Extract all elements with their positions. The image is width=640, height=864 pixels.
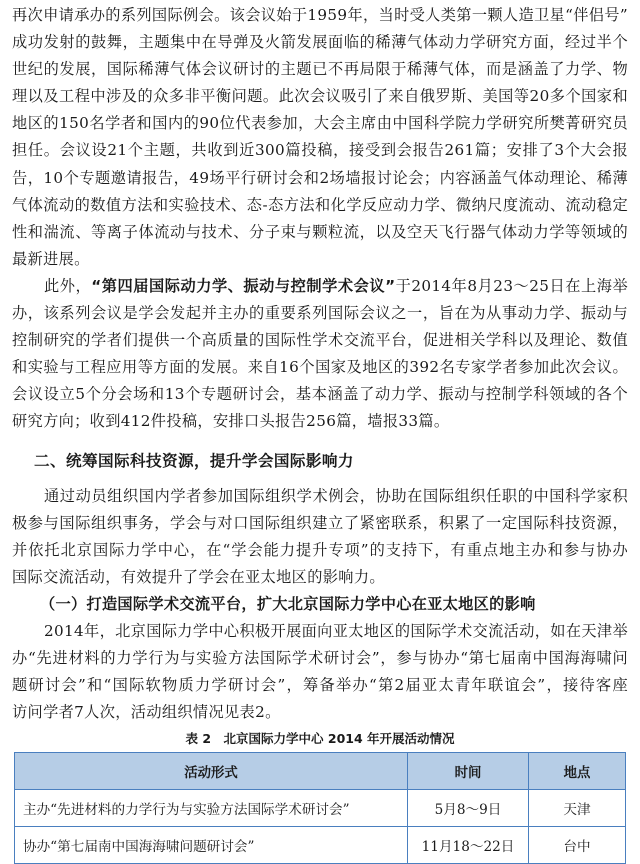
cell-activity: 协办“第七届南中国海海啸问题研讨会” (15, 827, 408, 864)
paragraph-international-resources (12, 483, 628, 591)
cell-location: 天津 (529, 790, 626, 827)
text-line: 地区的150名学者和国内的90位代表参加，大会主席由中国科学院力学研究所樊菁研究员 (12, 114, 628, 133)
paragraph-rarefied-gas-conference (12, 2, 628, 273)
text-line: 并依托北京国际力学中心，在“学会能力提升专项”的支持下，有重点地主办和参与协办 (12, 540, 628, 559)
text-line: 通过动员组织国内学者参加国际组织学术例会，协助在国际组织任职的中国科学家积 (44, 486, 628, 505)
text-line: 会议设立5个分会场和13个专题研讨会，基本涵盖了动力学、振动与控制学科领域的各个 (12, 385, 628, 404)
cell-time: 11月18～22日 (408, 827, 529, 864)
text-line: 极参与国际组织事务，学会与对口国际组织建立了紧密联系，积累了一定国际科技资源， (12, 513, 628, 532)
text-span: 于2014年8月23～25日在上海举 (395, 276, 629, 295)
table-caption: 表 2 北京国际力学中心 2014 年开展活动情况 (185, 731, 455, 747)
cell-time: 5月8～9日 (408, 790, 529, 827)
text-line: 办“先进材料的力学行为与实验方法国际学术研讨会”，参与协办“第七届南中国海海啸问 (12, 648, 628, 667)
text-line: 控制研究的学者们提供一个高质量的国际性学术交流平台，促进相关学科以及理论、数值 (12, 331, 628, 350)
text-line: 和实验与工程应用等方面的发展。来自16个国家及地区的392名专家学者参加此次会议。 (12, 358, 628, 377)
cell-activity: 主办“先进材料的力学行为与实验方法国际学术研讨会” (15, 790, 408, 827)
text-line: 担任。会议设21个主题，共收到近300篇投稿，接受到会报告261篇；安排了3个大会报 (12, 141, 628, 160)
text-line: 2014年，北京国际力学中心积极开展面向亚太地区的国际学术交流活动，如在天津举 (44, 621, 628, 640)
subsection-heading: （一）打造国际学术交流平台，扩大北京国际力学中心在亚太地区的影响 (40, 594, 536, 613)
text-line: 理以及工程中涉及的众多非平衡问题。此次会议吸引了来自俄罗斯、美国等20多个国家和 (12, 87, 628, 106)
text-line: 成功发射的鼓舞，主题集中在导弹及火箭发展面临的稀薄气体动力学研究方面，经过半个 (12, 33, 628, 52)
table-row (15, 790, 626, 827)
paragraph-beijing-center (12, 618, 628, 726)
text-line: 再次申请承办的系列国际例会。该会议始于1959年，当时受人类第一颗人造卫星“伴侣号” (12, 6, 628, 24)
text-line: 研究方向；收到412件投稿，安排口头报告256篇，墙报33篇。 (12, 412, 450, 431)
text-line: 告，10个专题邀请报告，49场平行研讨会和2场墙报讨论会；内容涵盖气体动理论、稀薄 (12, 168, 628, 187)
text-span: 此外， (44, 276, 92, 295)
text-line: 国际交流活动，有效提升了学会在亚太地区的影响力。 (12, 567, 385, 586)
table-row (15, 827, 626, 864)
cell-location: 台中 (529, 827, 626, 864)
text-line: 访问学者7人次，活动组织情况见表2。 (12, 703, 281, 722)
text-line: 世纪的发展，国际稀薄气体会议研讨的主题已不再局限于稀薄气体，而是涵盖了力学、物 (12, 60, 628, 79)
activities-table (14, 752, 626, 864)
conference-name-bold: “第四届国际动力学、振动与控制学术会议” (91, 276, 396, 295)
table-header-row (15, 753, 626, 790)
text-line: 气体流动的数值方法和实验技术、态-态方法和化学反应动力学、微纳尺度流动、流动稳定 (12, 195, 628, 214)
header-activity-type: 活动形式 (15, 753, 408, 790)
header-time: 时间 (408, 753, 529, 790)
text-line: 题研讨会”和“国际软物质力学研讨会”，筹备举办“第2届亚太青年联谊会”，接待客座 (12, 676, 628, 695)
text-line (12, 273, 628, 300)
text-line: 办，该系列会议是学会发起并主办的重要系列国际会议之一，旨在为从事动力学、振动与 (12, 304, 628, 323)
text-line: 最新进展。 (12, 249, 90, 268)
header-location: 地点 (529, 753, 626, 790)
section-heading: 二、统筹国际科技资源，提升学会国际影响力 (34, 451, 354, 470)
text-line: 性和湍流、等离子体流动与技术、分子束与颗粒流，以及空天飞行器气体动力学等领域的 (12, 222, 628, 241)
paragraph-dynamics-conference (12, 273, 628, 436)
